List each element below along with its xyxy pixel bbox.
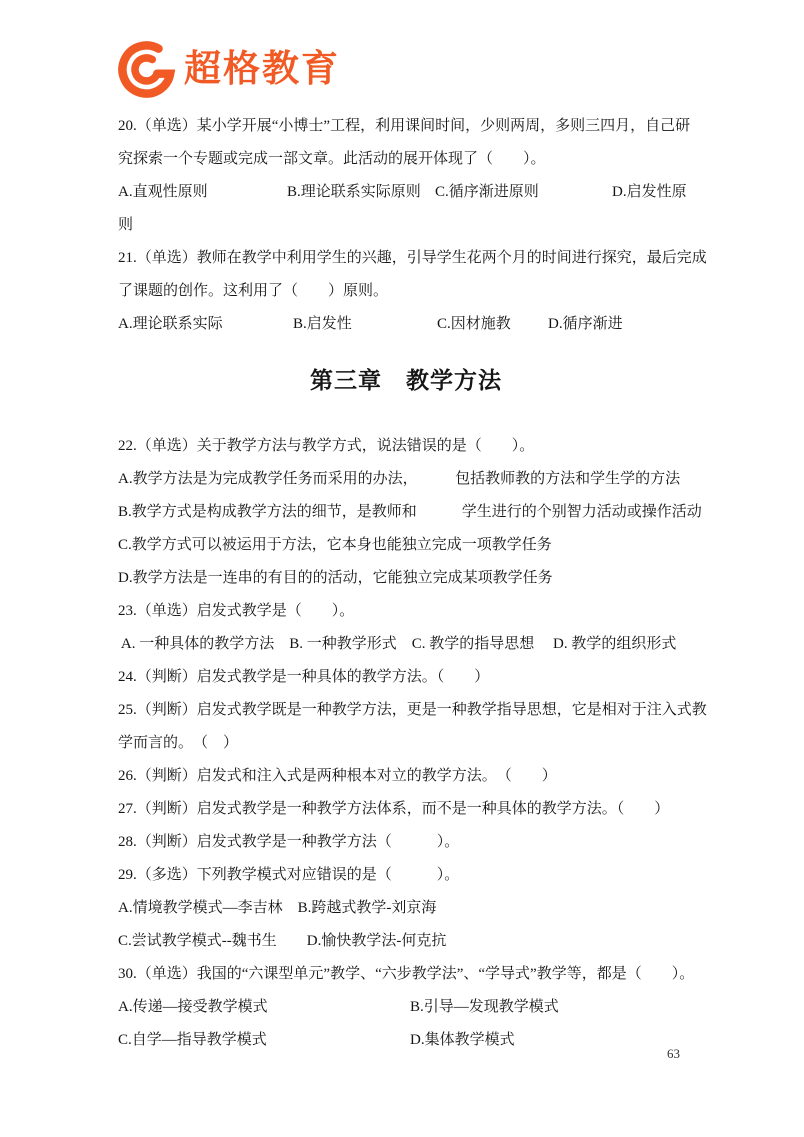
question-20 xyxy=(118,110,694,242)
question-23 xyxy=(118,595,694,661)
question-line: 22.（单选）关于教学方法与教学方式，说法错误的是（ ）。 xyxy=(118,438,535,454)
option-cell: C.因材施教 xyxy=(437,316,511,332)
question-30 xyxy=(118,958,694,1057)
question-line: 则 xyxy=(118,217,134,233)
question-line: A.教学方法是为完成教学任务而采用的办法， 包括教师教的方法和学生学的方法 xyxy=(118,471,681,487)
question-line: 20.（单选）某小学开展“小博士”工程，利用课间时间，少则两周，多则三四月，自己研 xyxy=(118,118,691,134)
option-cell: D.启发性原 xyxy=(612,184,687,200)
brand-name: 超格教育 xyxy=(184,47,340,90)
option-cell: B.引导—发现教学模式 xyxy=(410,999,559,1015)
question-line xyxy=(118,991,694,1024)
question-line: 24.（判断）启发式教学是一种具体的教学方法。（ ） xyxy=(118,669,490,685)
question-line xyxy=(118,1024,694,1057)
question-line: D.教学方法是一连串的有目的的活动，它能独立完成某项教学任务 xyxy=(118,570,553,586)
question-line: 28.（判断）启发式教学是一种教学方法（ ）。 xyxy=(118,834,460,850)
question-line xyxy=(118,176,694,209)
question-21 xyxy=(118,242,707,341)
question-22 xyxy=(118,430,702,595)
question-26 xyxy=(118,760,694,793)
question-line: A. 一种具体的教学方法 B. 一种教学形式 C. 教学的指导思想 D. 教学的组织形式 xyxy=(118,636,677,652)
document-content xyxy=(118,0,707,1057)
option-cell: A.理论联系实际 xyxy=(118,316,223,332)
questions-after-heading xyxy=(118,430,707,1057)
question-line: 29.（多选）下列教学模式对应错误的是（ ）。 xyxy=(118,867,460,883)
option-cell: A.传递—接受教学模式 xyxy=(118,999,268,1015)
question-line: 究探索一个专题或完成一部文章。此活动的展开体现了（ ）。 xyxy=(118,151,546,167)
question-line: C.教学方式可以被运用于方法，它本身也能独立完成一项教学任务 xyxy=(118,537,552,553)
question-line: 30.（单选）我国的“六课型单元”教学、“六步教学法”、“学导式”教学等，都是（ ）。 xyxy=(118,966,695,982)
brand-logo-icon xyxy=(118,41,175,98)
option-cell: C.循序渐进原则 xyxy=(435,184,539,200)
option-cell: D.循序渐进 xyxy=(548,316,623,332)
brand-logo xyxy=(118,40,694,98)
question-line: 了课题的创作。这利用了（ ）原则。 xyxy=(118,283,389,299)
question-line: 21.（单选）教师在教学中利用学生的兴趣，引导学生花两个月的时间进行探究，最后完成 xyxy=(118,250,707,266)
option-cell: C.自学—指导教学模式 xyxy=(118,1032,267,1048)
chapter-heading: 第三章 教学方法 xyxy=(310,368,502,393)
page-number: 63 xyxy=(667,1046,680,1061)
question-line xyxy=(118,308,694,341)
question-line: C.尝试教学模式--魏书生 D.愉快教学法-何克抗 xyxy=(118,933,447,949)
question-24 xyxy=(118,661,694,694)
question-line: B.教学方式是构成教学方法的细节，是教师和 学生进行的个别智力活动或操作活动 xyxy=(118,504,702,520)
question-25 xyxy=(118,694,707,760)
option-cell: A.直观性原则 xyxy=(118,184,208,200)
option-cell: B.理论联系实际原则 xyxy=(287,184,421,200)
question-27 xyxy=(118,793,694,826)
question-29 xyxy=(118,859,694,958)
question-28 xyxy=(118,826,694,859)
question-line: 23.（单选）启发式教学是（ ）。 xyxy=(118,603,355,619)
question-line: 26.（判断）启发式和注入式是两种根本对立的教学方法。 （ ） xyxy=(118,768,557,784)
questions-before-heading xyxy=(118,110,707,341)
question-line: 27.（判断）启发式教学是一种教学方法体系，而不是一种具体的教学方法。（ ） xyxy=(118,801,670,817)
option-cell: D.集体教学模式 xyxy=(410,1032,515,1048)
option-cell: B.启发性 xyxy=(293,316,352,332)
question-line: 25.（判断）启发式教学既是一种教学方法，更是一种教学指导思想，它是相对于注入式教 xyxy=(118,702,707,718)
question-line: 学而言的。 （ ） xyxy=(118,735,239,751)
question-line: A.情境教学模式—李吉林 B.跨越式教学-刘京海 xyxy=(118,900,437,916)
